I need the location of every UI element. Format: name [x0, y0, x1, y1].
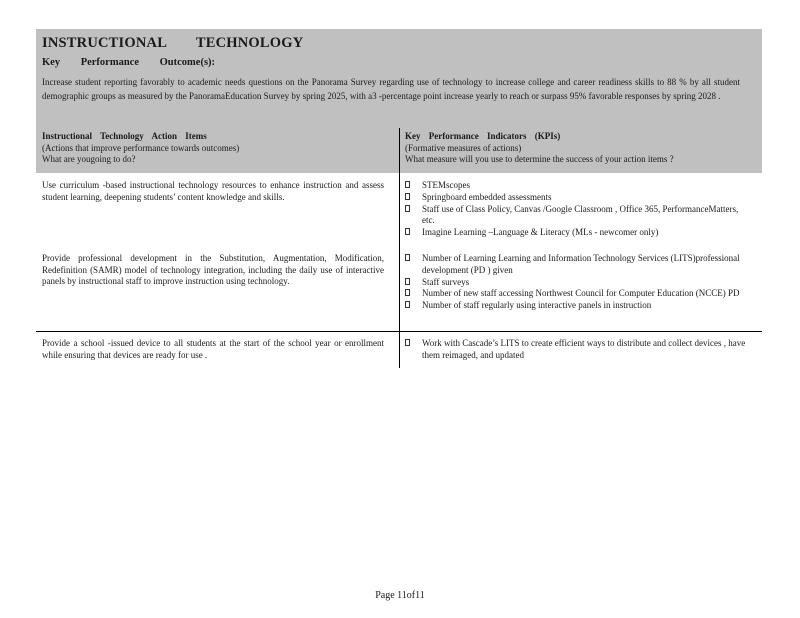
page-number: Page 11of11: [375, 590, 425, 601]
section-title: INSTRUCTIONAL TECHNOLOGY: [42, 35, 304, 51]
kpi-list-3: [405, 338, 750, 362]
goal-statement: Increase student reporting favorably to academic needs questions on the Panorama Survey regarding use of technology to increase college and career readiness skills to 88 % by all student demographic groups as measured by the PanoramaEducation Survey by spring 2025, with a3 -percentage point increase yearly to reach or surpass 95% favorable responses by spring 2028 .: [42, 77, 740, 101]
checkbox-bullet-icon: [405, 193, 410, 200]
column-title-actions: Instructional Technology Action Items: [42, 131, 207, 141]
row-divider: [36, 331, 762, 332]
checkbox-bullet-icon: [405, 278, 410, 285]
column-divider: [399, 128, 400, 368]
kpi-list-1: [405, 180, 750, 239]
column-title-kpis: Key Performance Indicators (KPIs): [405, 131, 561, 141]
column-question-kpis: What measure will you use to determine the success of your action items ?: [405, 154, 674, 164]
checkbox-bullet-icon: [405, 181, 410, 188]
column-header-actions: [42, 131, 397, 166]
checkbox-bullet-icon: [405, 301, 410, 308]
action-item-1: Use curriculum -based instructional technology resources to enhance instruction and assess student learning, deepening students’ content knowledge and skills.: [42, 180, 384, 202]
checkbox-bullet-icon: [405, 289, 410, 296]
kpi-item: Staff surveys: [405, 277, 750, 289]
kpo-label: Key Performance Outcome(s):: [42, 57, 216, 68]
kpi-item: Imagine Learning –Language & Literacy (MLs - newcomer only): [405, 227, 750, 239]
checkbox-bullet-icon: [405, 228, 410, 235]
checkbox-bullet-icon: [405, 205, 410, 212]
kpi-item: Number of Learning Learning and Information Technology Services (LITS)professional development (PD ) given: [405, 253, 750, 277]
kpi-item: Springboard embedded assessments: [405, 192, 750, 204]
action-item-3: Provide a school -issued device to all students at the start of the school year or enrollment while ensuring that devices are ready for use .: [42, 338, 384, 360]
column-subtitle-actions: (Actions that improve performance towards outcomes): [42, 142, 240, 153]
kpi-item: Number of new staff accessing Northwest Council for Computer Education (NCCE) PD: [405, 288, 750, 300]
kpi-item: Staff use of Class Policy, Canvas /Google Classroom , Office 365, PerformanceMatters, etc.: [405, 204, 750, 228]
column-subtitle-kpis: (Formative measures of actions): [405, 142, 522, 153]
action-item-2: Provide professional development in the Substitution, Augmentation, Modification, Redefinition (SAMR) model of technology integration, including the daily use of interactive panels by instructional staff to improve instruction using technology.: [42, 253, 384, 286]
kpi-item: Number of staff regularly using interactive panels in instruction: [405, 300, 750, 312]
checkbox-bullet-icon: [405, 254, 410, 261]
kpi-item: Work with Cascade’s LITS to create efficient ways to distribute and collect devices , have them reimaged, and updated: [405, 338, 750, 362]
kpi-list-2: [405, 253, 750, 312]
column-question-actions: What are yougoing to do?: [42, 154, 136, 164]
kpi-item: STEMscopes: [405, 180, 750, 192]
column-header-kpis: [405, 131, 755, 166]
checkbox-bullet-icon: [405, 339, 410, 346]
